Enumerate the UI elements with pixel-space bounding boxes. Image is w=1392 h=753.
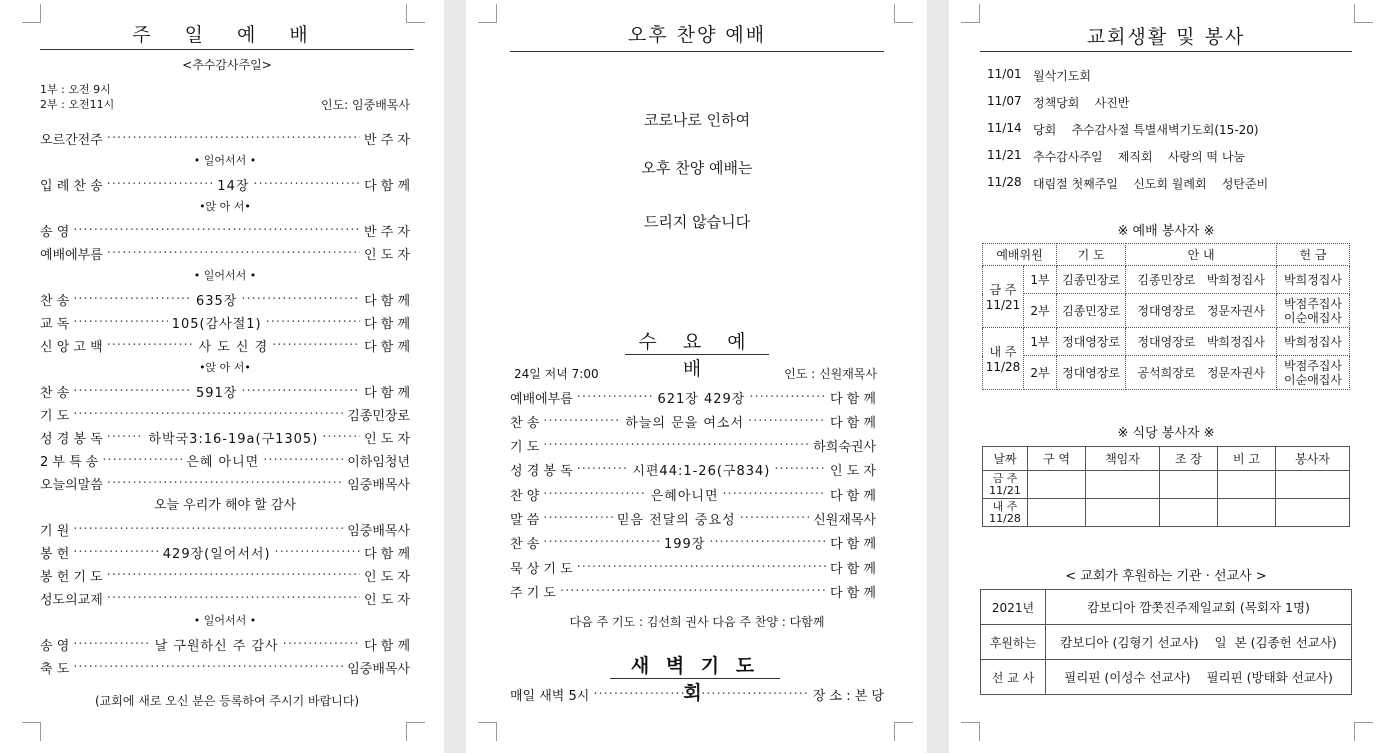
posture-note: •앉 아 서• xyxy=(199,200,251,213)
table-header: 구 역 xyxy=(1028,447,1086,471)
order-person: 인 도 자 xyxy=(364,431,411,447)
order-label: 주 기 도 xyxy=(510,585,556,601)
posture-note: • 일어서서 • xyxy=(193,269,257,282)
order-label: 성 경 봉 독 xyxy=(510,464,573,480)
leader-dots xyxy=(263,453,343,468)
order-person: 다 함 께 xyxy=(364,546,411,562)
week-cell: 내 주 11/28 xyxy=(983,499,1028,527)
prayer-cell: 김종민장로 xyxy=(1057,294,1126,328)
order-person: 다 함 께 xyxy=(364,385,411,401)
order-row xyxy=(40,289,410,309)
leader-dots xyxy=(73,292,192,307)
leader-dots xyxy=(723,487,827,502)
posture-note: • 일어서서 • xyxy=(193,614,257,627)
schedule-text: 추수감사주일 제직회 사랑의 떡 나눔 xyxy=(1033,150,1246,164)
week-cell: 금 주 11/21 xyxy=(983,266,1024,328)
order-row xyxy=(40,381,410,401)
crop-mark xyxy=(1354,4,1373,23)
order-row xyxy=(40,220,410,240)
order-label: 성 경 봉 독 xyxy=(40,431,103,447)
mission-entry: 캄보디아 깜쫏진주제일교회 (목회자 1명) xyxy=(1046,590,1352,625)
order-person: 김종민장로 xyxy=(347,408,410,424)
order-row xyxy=(40,519,410,539)
schedule-text: 대림절 첫째주일 신도회 월례회 성탄준비 xyxy=(1033,177,1269,191)
service-volunteers-title: ※ 예배 봉사자 ※ xyxy=(1117,224,1215,239)
leader-dots xyxy=(774,462,826,477)
order-detail: 믿음 전달의 중요성 xyxy=(616,513,736,528)
leader-dots xyxy=(241,384,360,399)
order-label: 2 부 특 송 xyxy=(40,454,99,470)
order-row xyxy=(510,557,876,577)
empty-cell xyxy=(1028,471,1086,499)
order-row xyxy=(510,387,876,407)
title-rule xyxy=(980,51,1352,52)
leader-dots xyxy=(748,414,826,429)
order-label: 오늘의말씀 xyxy=(40,477,103,493)
wednesday-rule xyxy=(625,354,769,355)
table-header: 비 고 xyxy=(1217,447,1275,471)
crop-mark xyxy=(961,722,980,741)
order-label: 기 원 xyxy=(40,523,70,539)
table-header: 책임자 xyxy=(1085,447,1159,471)
order-detail: 하늘의 문을 여소서 xyxy=(625,415,745,431)
order-person: 신원재목사 xyxy=(813,513,876,528)
crop-mark xyxy=(961,4,980,23)
order-label: 송 영 xyxy=(40,638,70,654)
order-person: 다 함 께 xyxy=(830,561,876,577)
order-label: 찬 송 xyxy=(40,385,70,401)
leader-dots xyxy=(73,315,167,330)
wednesday-time: 24일 저녁 7:00 xyxy=(514,367,599,381)
order-detail: 635장 xyxy=(195,293,238,309)
page-afternoon-wednesday xyxy=(466,0,927,753)
leader-dots xyxy=(73,522,343,537)
order-person: 인 도 자 xyxy=(364,592,410,608)
footer-note: (교회에 새로 오신 분은 등록하여 주시기 바랍니다) xyxy=(94,694,360,708)
order-label: 찬 송 xyxy=(510,415,540,431)
schedule-date: 11/14 xyxy=(987,121,1022,135)
order-label: 봉 헌 xyxy=(40,546,70,562)
leader-dots xyxy=(107,131,360,146)
order-person: 다 함 께 xyxy=(364,178,411,194)
mission-label: 2021년 xyxy=(981,590,1046,625)
leader-dots xyxy=(543,487,647,502)
order-row xyxy=(510,581,876,601)
leader-dots xyxy=(709,535,826,550)
page-sunday-worship xyxy=(0,0,444,753)
dawn-row xyxy=(510,684,884,704)
leader: 인도: 임중배목사 xyxy=(320,98,410,112)
notice-line-3: 드리지 않습니다 xyxy=(643,213,751,231)
empty-cell xyxy=(1028,499,1086,527)
order-label: 기 도 xyxy=(40,408,70,424)
leader-dots xyxy=(107,246,360,261)
order-label: 예배에부름 xyxy=(40,247,103,263)
order-row xyxy=(510,533,876,553)
posture-note: •앉 아 서• xyxy=(199,361,251,374)
crop-mark xyxy=(478,4,497,23)
leader-dots xyxy=(577,560,826,575)
week-cell: 내 주 11/28 xyxy=(983,328,1024,390)
order-detail: 199장 xyxy=(663,537,706,553)
order-row xyxy=(40,404,410,424)
posture-note: • 일어서서 • xyxy=(193,154,257,167)
leader-dots xyxy=(73,223,360,238)
order-person: 하희숙권사 xyxy=(813,440,876,456)
order-row xyxy=(40,243,410,263)
leader-dots xyxy=(73,545,159,560)
leader-dots xyxy=(107,430,145,445)
order-detail: 은혜 아니면 xyxy=(186,454,260,470)
order-label: 봉 헌 기 도 xyxy=(40,569,103,585)
page-church-life xyxy=(949,0,1392,753)
leader-dots xyxy=(107,568,360,583)
order-detail: 14장 xyxy=(217,178,250,194)
table-header: 기 도 xyxy=(1057,244,1126,266)
empty-cell xyxy=(1085,471,1159,499)
mission-entry: 캄보디아 (김형기 선교사) 일 본 (김종헌 선교사) xyxy=(1046,625,1352,660)
leader-dots xyxy=(272,338,360,353)
offering-cell: 박점주집사 이순애집사 xyxy=(1277,294,1350,328)
crop-mark xyxy=(478,722,497,741)
guide-cell: 정대영장로 박희정집사 xyxy=(1126,328,1277,356)
schedule-text: 월삭기도회 xyxy=(1033,69,1091,83)
order-label: 입 례 찬 송 xyxy=(40,178,103,194)
leader-dots xyxy=(275,545,361,560)
order-label: 예배에부름 xyxy=(510,391,573,407)
leader-dots xyxy=(740,511,810,526)
order-detail: 105(감사절1) xyxy=(171,316,262,332)
order-person: 다 함 께 xyxy=(830,391,876,407)
crop-mark xyxy=(894,4,913,23)
order-row xyxy=(40,312,410,332)
order-person: 다 함 께 xyxy=(364,293,411,309)
order-detail: 은혜아니면 xyxy=(650,488,719,504)
order-person: 반 주 자 xyxy=(364,132,410,148)
dawn-rule xyxy=(610,678,780,679)
offering-cell: 박점주집사 이순애집사 xyxy=(1277,356,1350,390)
order-label: 축 도 xyxy=(40,661,70,677)
order-detail: 429장(일어서서) xyxy=(162,546,271,562)
mission-label: 후원하는 xyxy=(981,625,1046,660)
subtitle: <추수감사주일> xyxy=(182,58,272,72)
leader-dots xyxy=(253,177,360,192)
guide-cell: 정대영장로 정문자권사 xyxy=(1126,294,1277,328)
order-label: 오르간전주 xyxy=(40,132,103,148)
order-person: 임중배목사 xyxy=(347,661,410,677)
order-person: 이하임청년 xyxy=(347,454,411,470)
week-cell: 금 주 11/21 xyxy=(983,471,1028,499)
order-row xyxy=(510,484,876,504)
title-rule xyxy=(40,49,414,50)
order-person: 인 도 자 xyxy=(364,569,410,585)
crop-mark xyxy=(406,722,425,741)
order-person: 다 함 께 xyxy=(830,488,876,504)
mission-title: < 교회가 후원하는 기관 · 선교사 > xyxy=(1065,569,1267,584)
empty-cell xyxy=(1217,471,1275,499)
order-row xyxy=(40,335,410,355)
leader-dots xyxy=(102,453,182,468)
leader-dots xyxy=(543,535,660,550)
page-gutter xyxy=(444,0,466,753)
table-header: 조 장 xyxy=(1160,447,1218,471)
part-cell: 2부 xyxy=(1024,356,1057,390)
order-detail: 시편44:1-26(구834) xyxy=(632,464,771,480)
leader-dots xyxy=(749,390,826,405)
offering-cell: 박희정집사 xyxy=(1277,328,1350,356)
order-row xyxy=(40,427,410,447)
service-time-2: 2부 : 오전11시 xyxy=(40,98,115,111)
leader-dots xyxy=(283,637,360,652)
mission-table xyxy=(980,589,1352,695)
leader-dots xyxy=(107,338,195,353)
order-detail: 날 구원하신 주 감사 xyxy=(154,638,279,654)
mission-label: 선 교 사 xyxy=(981,660,1046,695)
order-person: 임중배목사 xyxy=(347,477,410,493)
table-header: 예배위원 xyxy=(983,244,1057,266)
church-life-title: 교회생활 및 봉사 xyxy=(1086,26,1246,48)
order-label: 찬 송 xyxy=(40,293,70,309)
order-row xyxy=(510,436,876,456)
schedule-date: 11/21 xyxy=(987,148,1022,162)
leader-dots xyxy=(577,390,654,405)
crop-mark xyxy=(1354,722,1373,741)
order-row xyxy=(40,450,410,470)
service-time-1: 1부 : 오전 9시 xyxy=(40,83,111,96)
order-person: 다 함 께 xyxy=(364,316,411,332)
empty-cell xyxy=(1275,499,1349,527)
order-row xyxy=(40,174,410,194)
schedule-date: 11/07 xyxy=(987,94,1022,108)
schedule-date: 11/01 xyxy=(987,67,1022,81)
wednesday-title: 수 요 예 배 xyxy=(638,331,756,380)
table-header: 안 내 xyxy=(1126,244,1277,266)
leader-dots xyxy=(560,584,826,599)
wednesday-leader: 인도 : 신원재목사 xyxy=(784,367,877,381)
guide-cell: 김종민장로 박희정집사 xyxy=(1126,266,1277,294)
sermon-heading: 오늘 우리가 해야 할 감사 xyxy=(153,498,297,513)
kitchen-volunteers-table xyxy=(982,446,1350,527)
leader-dots xyxy=(241,292,360,307)
order-label: 신 앙 고 백 xyxy=(40,339,103,355)
order-detail: 사 도 신 경 xyxy=(198,339,269,355)
title-rule xyxy=(510,51,884,52)
part-cell: 1부 xyxy=(1024,266,1057,294)
afternoon-title: 오후 찬양 예배 xyxy=(627,24,767,46)
service-volunteers-table xyxy=(982,243,1350,390)
leader-dots xyxy=(543,438,809,453)
order-person: 다 함 께 xyxy=(830,585,876,601)
empty-cell xyxy=(1085,499,1159,527)
order-row xyxy=(40,588,410,608)
empty-cell xyxy=(1275,471,1349,499)
dawn-title: 새 벽 기 도 회 xyxy=(630,655,760,704)
crop-mark xyxy=(22,4,41,23)
schedule-text: 당회 추수감사절 특별새벽기도회(15-20) xyxy=(1033,123,1259,137)
order-label: 성도의교제 xyxy=(40,592,103,608)
leader-dots xyxy=(107,591,360,606)
next-week-note: 다음 주 기도 : 김선희 권사 다음 주 찬양 : 다함께 xyxy=(569,615,825,629)
dawn-place: 장 소 : 본 당 xyxy=(812,688,884,704)
empty-cell xyxy=(1160,499,1218,527)
leader-dots xyxy=(543,511,613,526)
prayer-cell: 김종민장로 xyxy=(1057,266,1126,294)
schedule-text: 정책당회 사진반 xyxy=(1033,96,1130,110)
order-person: 다 함 께 xyxy=(364,339,411,355)
leader-dots xyxy=(73,384,192,399)
order-person: 반 주 자 xyxy=(364,224,410,240)
order-person: 인 도 자 xyxy=(364,247,410,263)
order-person: 다 함 께 xyxy=(830,537,877,553)
order-label: 말 씀 xyxy=(510,513,540,528)
order-label: 찬 양 xyxy=(510,488,540,504)
order-detail: 621장 429장 xyxy=(657,391,746,407)
order-detail: 591장 xyxy=(195,385,238,401)
notice-line-1: 코로나로 인하여 xyxy=(643,111,751,129)
table-header: 봉사자 xyxy=(1275,447,1349,471)
notice-line-2: 오후 찬양 예배는 xyxy=(641,159,753,177)
order-row xyxy=(40,473,410,493)
leader-dots xyxy=(593,687,809,702)
leader-dots xyxy=(107,177,214,192)
leader-dots xyxy=(73,660,343,675)
leader-dots xyxy=(107,476,343,491)
order-person: 임중배목사 xyxy=(347,523,410,539)
crop-mark xyxy=(22,722,41,741)
schedule-date: 11/28 xyxy=(987,175,1022,189)
order-row xyxy=(510,460,876,480)
order-person: 인 도 자 xyxy=(830,464,876,480)
part-cell: 1부 xyxy=(1024,328,1057,356)
order-label: 기 도 xyxy=(510,440,540,456)
prayer-cell: 정대영장로 xyxy=(1057,356,1126,390)
order-label: 교 독 xyxy=(40,316,70,332)
order-detail: 하박국3:16-19a(구1305) xyxy=(148,431,319,447)
table-header: 날짜 xyxy=(983,447,1028,471)
leader-dots xyxy=(543,414,621,429)
order-label: 묵 상 기 도 xyxy=(510,561,573,577)
empty-cell xyxy=(1217,499,1275,527)
page-title: 주 일 예 배 xyxy=(132,24,322,46)
dawn-label: 매일 새벽 5시 xyxy=(510,688,590,704)
order-row xyxy=(510,509,876,529)
order-label: 송 영 xyxy=(40,224,70,240)
leader-dots xyxy=(577,462,629,477)
order-row xyxy=(510,411,876,431)
leader-dots xyxy=(322,430,360,445)
order-row xyxy=(40,634,410,654)
order-person: 다 함 께 xyxy=(830,415,876,431)
mission-entry: 필리핀 (이성수 선교사) 필리핀 (방태화 선교사) xyxy=(1046,660,1352,695)
table-header: 헌 금 xyxy=(1277,244,1350,266)
order-row xyxy=(40,565,410,585)
prayer-cell: 정대영장로 xyxy=(1057,328,1126,356)
order-row xyxy=(40,657,410,677)
leader-dots xyxy=(266,315,360,330)
leader-dots xyxy=(73,407,343,422)
order-row xyxy=(40,542,410,562)
guide-cell: 공석희장로 정문자권사 xyxy=(1126,356,1277,390)
order-person: 다 함 께 xyxy=(364,638,411,654)
part-cell: 2부 xyxy=(1024,294,1057,328)
page-gutter xyxy=(927,0,949,753)
kitchen-volunteers-title: ※ 식당 봉사자 ※ xyxy=(1117,426,1215,441)
empty-cell xyxy=(1160,471,1218,499)
order-row xyxy=(40,128,410,148)
offering-cell: 박희정집사 xyxy=(1277,266,1350,294)
order-label: 찬 송 xyxy=(510,537,540,553)
crop-mark xyxy=(894,722,913,741)
leader-dots xyxy=(73,637,150,652)
